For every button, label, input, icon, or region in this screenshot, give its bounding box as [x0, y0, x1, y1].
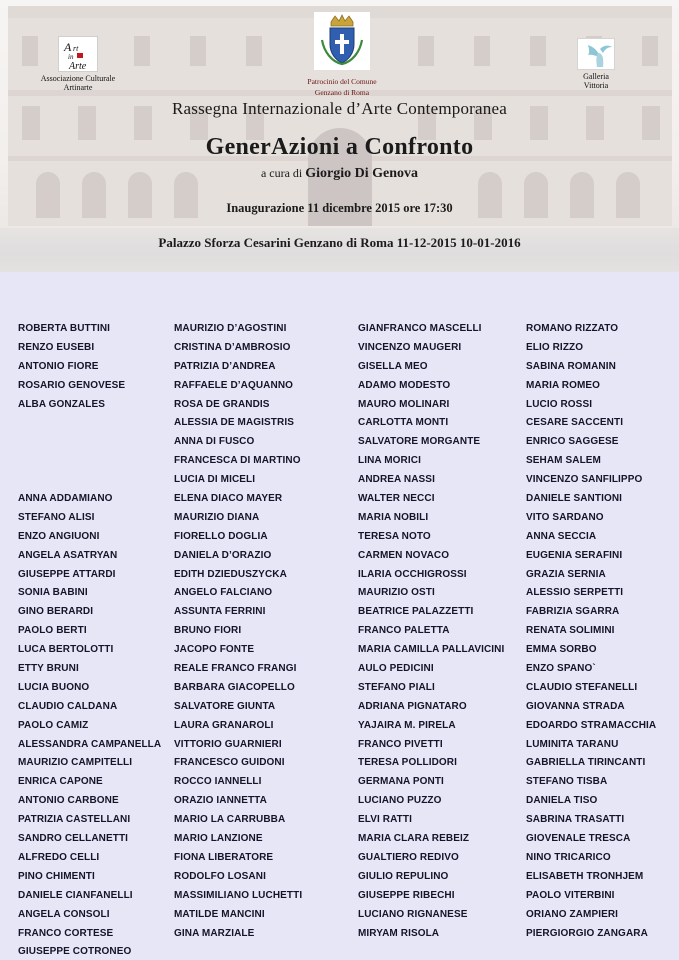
artist-name: FRANCESCO GUIDONI	[174, 757, 285, 769]
galleria-caption-1: Galleria	[583, 72, 609, 81]
artist-name: CLAUDIO CALDANA	[18, 700, 118, 712]
artist-name: CESARE SACCENTI	[526, 417, 624, 429]
artist-name: PAOLO BERTI	[18, 625, 87, 637]
artist-name: ALESSIA DE MAGISTRIS	[174, 417, 294, 429]
artist-name: ANNA ADDAMIANO	[18, 493, 113, 505]
artist-name: ROCCO IANNELLI	[174, 776, 262, 788]
artist-name: ORAZIO IANNETTA	[174, 795, 267, 807]
svg-text:rt: rt	[73, 44, 79, 53]
artinarte-caption-1: Associazione Culturale	[40, 74, 116, 83]
galleria-vittoria-mark	[577, 38, 615, 70]
artist-name: ADRIANA PIGNATARO	[358, 700, 467, 712]
artist-name: ANGELO FALCIANO	[174, 587, 273, 599]
inauguration-line: Inaugurazione 11 dicembre 2015 ore 17:30	[226, 201, 453, 215]
artist-name: ALBA GONZALES	[18, 398, 106, 410]
curator-prefix: a cura di	[260, 166, 303, 180]
artist-name: EDITH DZIEDUSZYCKA	[174, 568, 287, 580]
artist-name: ADAMO MODESTO	[358, 379, 451, 391]
artist-name: SANDRO CELLANETTI	[18, 833, 129, 845]
poster-header	[0, 0, 679, 272]
artist-name: ASSUNTA FERRINI	[174, 606, 266, 618]
galleria-vittoria-logo	[570, 38, 622, 90]
artist-name: ILARIA OCCHIGROSSI	[358, 568, 467, 580]
artist-name: JACOPO FONTE	[174, 644, 255, 656]
artist-name: GIUSEPPE RIBECHI	[358, 889, 455, 901]
seal-caption-1: Patrocinio del Comune	[307, 77, 377, 86]
artist-name: VINCENZO SANFILIPPO	[526, 474, 643, 486]
exhibition-title: GenerAzioni a Confronto	[205, 134, 474, 160]
artist-name: VITO SARDANO	[526, 511, 604, 523]
artist-name: RAFFAELE D’AQUANNO	[174, 379, 294, 391]
artist-name: FABRIZIA SGARRA	[526, 606, 620, 618]
artist-name: CARMEN NOVACO	[358, 549, 450, 561]
artist-name: MAURO MOLINARI	[358, 398, 450, 410]
artist-name: TERESA NOTO	[358, 530, 431, 542]
artinarte-caption-2: Artinarte	[63, 83, 93, 92]
artist-name: GIULIO REPULINO	[358, 870, 449, 882]
artist-name: YAJAIRA M. PIRELA	[358, 719, 456, 731]
artist-name: GINO BERARDI	[18, 606, 94, 618]
artist-name: DANIELE SANTIONI	[526, 493, 623, 505]
artist-name: ROBERTA BUTTINI	[18, 323, 111, 334]
artist-name: ANGELA ASATRYAN	[18, 549, 118, 561]
artist-name: MARIA NOBILI	[358, 511, 429, 523]
artist-name: ANGELA CONSOLI	[18, 908, 110, 920]
artist-name: ENRICO SAGGESE	[526, 436, 619, 448]
artist-name: ANNA DI FUSCO	[174, 436, 255, 448]
svg-text:Arte: Arte	[69, 61, 87, 72]
artist-name: SEHAM SALEM	[526, 455, 601, 467]
artist-name: ENRICA CAPONE	[18, 776, 103, 788]
artist-name: GIANFRANCO MASCELLI	[358, 323, 482, 334]
artist-name: RENATA SOLIMINI	[526, 625, 615, 637]
artist-name: PIERGIORGIO ZANGARA	[526, 927, 648, 939]
artist-name: ENZO SPANO`	[526, 663, 596, 675]
blank-row	[18, 452, 161, 471]
blank-row	[18, 471, 161, 490]
artist-name: SALVATORE GIUNTA	[174, 700, 276, 712]
artist-name: TERESA POLLIDORI	[358, 757, 458, 769]
artist-name: GIUSEPPE COTRONEO	[18, 946, 132, 958]
artist-name: ROSA DE GRANDIS	[174, 398, 270, 410]
artist-name: MARIA CLARA REBEIZ	[358, 833, 470, 845]
artist-name: LINA MORICI	[358, 455, 421, 467]
artist-name: ENZO ANGIUONI	[18, 530, 100, 542]
artist-name: STEFANO PIALI	[358, 681, 435, 693]
artist-name: SABRINA TRASATTI	[526, 814, 625, 826]
artist-name: EMMA SORBO	[526, 644, 597, 656]
artist-column-4	[526, 320, 656, 943]
artist-name: BEATRICE PALAZZETTI	[358, 606, 474, 618]
artist-name: MAURIZIO DIANA	[174, 511, 260, 523]
artist-name: NINO TRICARICO	[526, 851, 611, 863]
artist-name: LUCA BERTOLOTTI	[18, 644, 114, 656]
artist-name: GINA MARZIALE	[174, 927, 255, 939]
artist-name: SONIA BABINI	[18, 587, 88, 599]
artist-name: ELIO RIZZO	[526, 341, 584, 353]
artist-name: GRAZIA SERNIA	[526, 568, 606, 580]
artist-name: GIOVENALE TRESCA	[526, 833, 631, 845]
artist-name: GERMANA PONTI	[358, 776, 444, 788]
artist-name: DANIELE CIANFANELLI	[18, 889, 133, 901]
artist-name: FIONA LIBERATORE	[174, 851, 274, 863]
artist-name: LAURA GRANAROLI	[174, 719, 274, 731]
artist-name: ANDREA NASSI	[358, 474, 435, 486]
artist-name: DANIELA D’ORAZIO	[174, 549, 272, 561]
artist-name: GIOVANNA STRADA	[526, 700, 625, 712]
artinarte-logo	[26, 36, 130, 92]
artist-name: GISELLA MEO	[358, 360, 428, 372]
artist-name: BARBARA GIACOPELLO	[174, 681, 295, 693]
artist-name: EDOARDO STRAMACCHIA	[526, 719, 657, 731]
artist-name: ALESSIO SERPETTI	[526, 587, 624, 599]
genzano-seal	[294, 12, 390, 97]
artist-name: ALESSANDRA CAMPANELLA	[18, 738, 162, 750]
artist-name: STEFANO ALISI	[18, 511, 95, 523]
artist-name: REALE FRANCO FRANGI	[174, 663, 297, 675]
svg-text:A: A	[64, 40, 72, 54]
artist-column-1	[18, 320, 161, 960]
artist-name: ANTONIO CARBONE	[18, 795, 119, 807]
artist-name: LUCIA BUONO	[18, 681, 90, 693]
artinarte-icon	[59, 37, 99, 73]
artist-name: ELENA DIACO MAYER	[174, 493, 283, 505]
artist-name: CLAUDIO STEFANELLI	[526, 681, 638, 693]
artist-name: PATRIZIA CASTELLANI	[18, 814, 131, 826]
curator-name: Giorgio Di Genova	[305, 166, 419, 181]
blank-row	[18, 414, 161, 433]
artist-name: SALVATORE MORGANTE	[358, 436, 481, 448]
artist-name: ELISABETH TRONHJEM	[526, 870, 644, 882]
artist-name: MATILDE MANCINI	[174, 908, 265, 920]
artist-name: MAURIZIO OSTI	[358, 587, 435, 599]
artist-name: MAURIZIO D’AGOSTINI	[174, 323, 287, 334]
artist-name: MARIA ROMEO	[526, 379, 601, 391]
winged-victory-icon	[578, 39, 616, 71]
coat-of-arms-icon	[314, 12, 370, 70]
artist-name: AULO PEDICINI	[358, 663, 434, 675]
artist-column-3	[358, 320, 504, 943]
artist-name: MARIO LANZIONE	[174, 833, 263, 845]
artist-name: ALFREDO CELLI	[18, 851, 100, 863]
artist-name: ANTONIO FIORE	[18, 360, 99, 372]
rassegna-heading: Rassegna Internazionale d’Arte Contemporanea	[172, 99, 507, 118]
venue-dates-line: Palazzo Sforza Cesarini Genzano di Roma 11-12-2015 10-01-2016	[158, 235, 521, 250]
artist-name: GIUSEPPE ATTARDI	[18, 568, 116, 580]
artist-name: BRUNO FIORI	[174, 625, 242, 637]
artist-name: MARIA CAMILLA PALLAVICINI	[358, 644, 505, 656]
artist-name: LUCIO ROSSI	[526, 398, 593, 410]
artist-name: FRANCESCA DI MARTINO	[174, 455, 301, 467]
galleria-caption-2: Vittoria	[583, 81, 609, 90]
artist-name: STEFANO TISBA	[526, 776, 608, 788]
artist-name: WALTER NECCI	[358, 493, 435, 505]
artist-name: VINCENZO MAUGERI	[358, 341, 462, 353]
artist-name: ROSARIO GENOVESE	[18, 379, 126, 391]
artist-name: LUCIANO RIGNANESE	[358, 908, 468, 920]
artinarte-logo-mark	[58, 36, 98, 72]
artist-name: CRISTINA D’AMBROSIO	[174, 341, 291, 353]
artist-name: EUGENIA SERAFINI	[526, 549, 623, 561]
artist-name: ROMANO RIZZATO	[526, 323, 619, 334]
artist-name: ETTY BRUNI	[18, 663, 79, 675]
artist-column-2	[174, 320, 302, 943]
artist-name: FRANCO PALETTA	[358, 625, 450, 637]
artist-name: LUCIANO PUZZO	[358, 795, 442, 807]
artist-name: MAURIZIO CAMPITELLI	[18, 757, 133, 769]
artist-name: FIORELLO DOGLIA	[174, 530, 268, 542]
artist-name: ELVI RATTI	[358, 814, 412, 826]
artist-name: MIRYAM RISOLA	[358, 927, 440, 939]
artist-name: ORIANO ZAMPIERI	[526, 908, 619, 920]
artist-name: VITTORIO GUARNIERI	[174, 738, 282, 750]
artist-name: ANNA SECCIA	[526, 530, 597, 542]
artist-name: LUMINITA TARANU	[526, 738, 619, 750]
curator-line	[0, 166, 679, 182]
artist-name: PATRIZIA D’ANDREA	[174, 360, 276, 372]
artist-name: PAOLO CAMIZ	[18, 719, 89, 731]
blank-row	[18, 433, 161, 452]
artist-name: SABINA ROMANIN	[526, 360, 616, 372]
artist-name: MASSIMILIANO LUCHETTI	[174, 889, 303, 901]
seal-caption-2: Genzano di Roma	[314, 88, 370, 97]
artist-name: MARIO LA CARRUBBA	[174, 814, 286, 826]
artist-name: RODOLFO LOSANI	[174, 870, 266, 882]
artist-name: PINO CHIMENTI	[18, 870, 95, 882]
artist-name: FRANCO PIVETTI	[358, 738, 443, 750]
artist-name: CARLOTTA MONTI	[358, 417, 449, 429]
artist-name: RENZO EUSEBI	[18, 341, 95, 353]
artist-name: PAOLO VITERBINI	[526, 889, 615, 901]
artist-name: DANIELA TISO	[526, 795, 598, 807]
svg-text:in: in	[68, 53, 74, 61]
artist-name: GUALTIERO REDIVO	[358, 851, 459, 863]
artist-name: GABRIELLA TIRINCANTI	[526, 757, 646, 769]
artist-name: LUCIA DI MICELI	[174, 474, 256, 486]
artist-name: FRANCO CORTESE	[18, 927, 114, 939]
